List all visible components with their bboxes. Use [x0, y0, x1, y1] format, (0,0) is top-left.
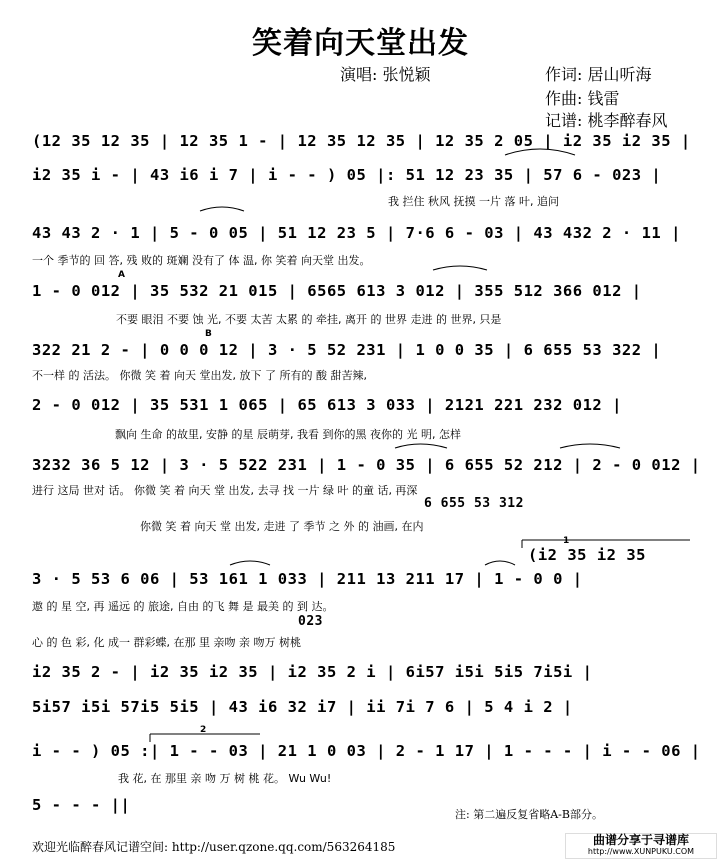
volta-1-bracket	[522, 540, 690, 548]
score-row-11: i - - ) 05 :| 1 - - 03 | 21 1 0 03 | 2 - 1 17 | 1 - - - | i - - 06 |	[32, 742, 701, 760]
lyric-row-7a: 进行 这局 世对 话。 你微 笑 着 向天 堂 出发, 去寻 找 一片 绿 叶 的童 话, 再深	[32, 484, 418, 497]
score-row-4: 1 - 0 012 | 35 532 21 015 | 6565 613 3 012 | 355 512 366 012 |	[32, 282, 642, 300]
lyric-row-11: 我 花, 在 那里 亲 吻 万 树 桃 花。 Wu Wu!	[118, 772, 332, 785]
lyric-row-2: 我 拦住 秋风 抚摸 一片 落 叶, 追问	[388, 195, 559, 208]
tie-3	[433, 266, 487, 270]
score-row-1: (12 35 12 35 | 12 35 1 - | 12 35 12 35 | 12 35 2 05 | i2 35 i2 35 |	[32, 132, 691, 150]
alt-notes-023: 023	[298, 614, 323, 629]
volta-2-bracket	[150, 734, 260, 742]
transcriber-credit: 记谱: 桃李醉春风	[545, 111, 668, 130]
lyric-row-8b: 心 的 色 彩, 化 成一 群彩蝶, 在那 里 亲吻 亲 吻万 树桃	[32, 636, 301, 649]
section-mark-b: B	[205, 329, 212, 339]
lyric-row-3: 一个 季节的 回 答, 残 败的 斑斓 没有了 体 温, 你 笑着 向天堂 出发。	[32, 254, 371, 267]
lyric-row-8a: 遨 的 星 空, 再 遥远 的 旅途, 自由 的飞 舞 是 最美 的 到 达。	[32, 600, 334, 613]
tie-6	[230, 561, 270, 565]
score-row-9: i2 35 2 - | i2 35 i2 35 | i2 35 2 i | 6i57 i5i 5i5 7i5i |	[32, 663, 593, 681]
score-row-5: 322 21 2 - | 0 0 0 12 | 3 · 5 52 231 | 1 0 0 35 | 6 655 53 322 |	[32, 341, 662, 359]
volta-2-number: 2	[200, 725, 207, 735]
tie-1	[505, 149, 575, 155]
score-row-10: 5i57 i5i 57i5 5i5 | 43 i6 32 i7 | ii 7i 7 6 | 5 4 i 2 |	[32, 698, 573, 716]
tie-2	[200, 207, 244, 211]
lyric-row-5: 不一样 的 活法。 你微 笑 着 向天 堂出发, 放下 了 所有的 酸 甜苦辣,	[32, 369, 367, 382]
lyric-row-7b: 你微 笑 着 向天 堂 出发, 走进 了 季节 之 外 的 油画, 在内	[140, 520, 424, 533]
tie-4	[395, 444, 447, 448]
alt-notes-line: 6 655 53 312	[424, 496, 524, 511]
score-row-12: 5 - - - ||	[32, 796, 131, 814]
score-row-8: 3 · 5 53 6 06 | 53 161 1 033 | 211 13 211 17 | 1 - 0 0 |	[32, 570, 583, 588]
score-row-3: 43 43 2 · 1 | 5 - 0 05 | 51 12 23 5 | 7·6 6 - 03 | 43 432 2 · 11 |	[32, 224, 681, 242]
volta-1-notes: (i2 35 i2 35	[528, 546, 646, 564]
score-row-6: 2 - 0 012 | 35 531 1 065 | 65 613 3 033 | 2121 221 232 012 |	[32, 396, 622, 414]
section-mark-a: A	[118, 270, 125, 280]
page-title: 笑着向天堂出发	[252, 26, 469, 61]
composer-credit: 作曲: 钱雷	[545, 89, 620, 108]
repeat-note: 注: 第二遍反复省略A-B部分。	[455, 808, 603, 821]
brand-name: 曲谱分享于寻谱库	[592, 833, 689, 847]
score-row-2: i2 35 i - | 43 i6 i 7 | i - - ) 05 |: 51 12 23 35 | 57 6 - 023 |	[32, 166, 662, 184]
lyricist-credit: 作词: 居山听海	[545, 65, 652, 84]
tie-5	[560, 444, 620, 448]
lyric-row-4: 不要 眼泪 不要 蚀 光, 不要 太苦 太累 的 牵挂, 离开 的 世界 走进 的 世界, 只是	[116, 313, 502, 326]
lyric-row-6: 飘向 生命 的故里, 安静 的星 辰萌芽, 我看 到你的黑 夜你的 光 明, 怎样	[115, 428, 461, 441]
welcome-footer: 欢迎光临醉春风记谱空间: http://user.qzone.qq.com/563264185	[32, 840, 396, 854]
tie-7	[485, 561, 515, 565]
volta-1-number: 1	[563, 536, 570, 546]
singer-credit: 演唱: 张悦颖	[340, 65, 431, 84]
score-row-7: 3232 36 5 12 | 3 · 5 522 231 | 1 - 0 35 | 6 655 52 212 | 2 - 0 012 |	[32, 456, 701, 474]
brand-url: http://www.XUNPUKU.COM	[587, 847, 695, 856]
